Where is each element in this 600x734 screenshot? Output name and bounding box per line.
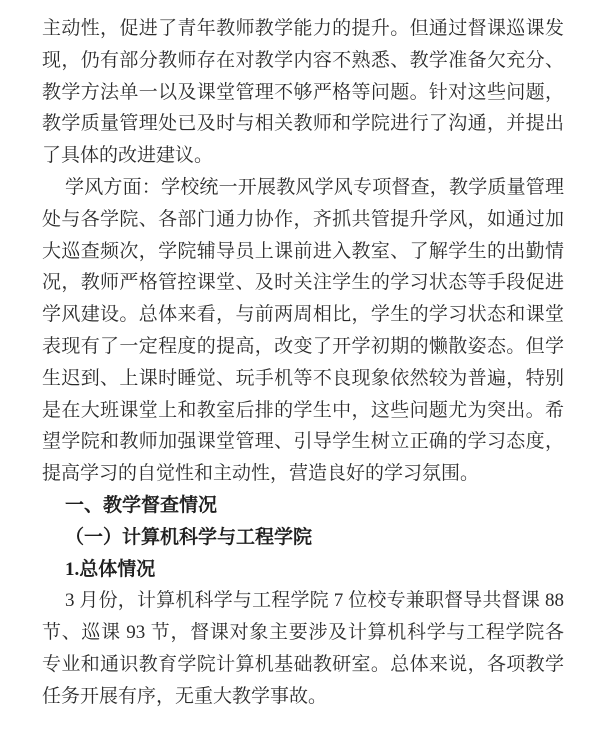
paragraph-march-overview: 3 月份，计算机科学与工程学院 7 位校专兼职督导共督课 88 节、巡课 93 节，督课对象主要涉及计算机科学与工程学院各专业和通识教育学院计算机基础教研室。总体来说，各项教学任务开展有序，无重大教学事故。 — [42, 590, 564, 707]
heading-item-overall-situation: 1.总体情况 — [65, 558, 156, 580]
heading-subsection-computer-science-college: （一）计算机科学与工程学院 — [65, 526, 313, 548]
paragraph-teacher-improvement-continuation: 主动性，促进了青年教师教学能力的提升。但通过督课巡课发现，仍有部分教师存在对教学内容不熟悉、教学准备欠充分、教学方法单一以及课堂管理不够严格等问题。针对这些问题，教学质量管理处已及时与相关教师和学院进行了沟通，并提出了具体的改进建议。 — [42, 18, 564, 167]
paragraph-study-style: 学风方面：学校统一开展教风学风专项督查，教学质量管理处与各学院、各部门通力协作，齐抓共管提升学风，如通过加大巡查频次，学院辅导员上课前进入教室、了解学生的出勤情况，教师严格管控课堂、及时关注学生的学习状态等手段促进学风建设。总体来看，与前两周相比，学生的学习状态和课堂表现有了一定程度的提高，改变了开学初期的懒散姿态。但学生迟到、上课时睡觉、玩手机等不良现象依然较为普遍，特别是在大班课堂上和教室后排的学生中，这些问题尤为突出。希望学院和教师加强课堂管理、引导学生树立正确的学习态度，提高学习的自觉性和主动性，营造良好的学习氛围。 — [42, 176, 564, 485]
heading-section-teaching-supervision: 一、教学督查情况 — [65, 494, 218, 516]
